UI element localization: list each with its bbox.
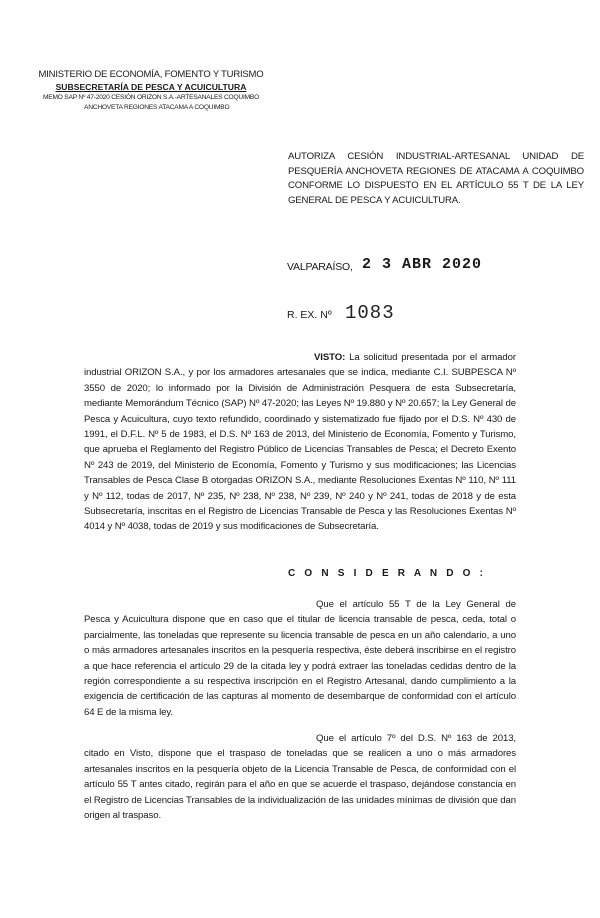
considerando-paragraph-1 [84,597,516,720]
considerando-text-2: Que el artículo 7º del D.S. Nº 163 de 2013, citado en Visto, dispone que el traspaso de toneladas que se realicen a uno o más armadores artesanales inscritos en la pesquería objeto de la Licencia Transable de Pesca, de conformidad con el artículo 55 T antes citado, regirán para el año en que se acuerde el traspaso, dejándose constancia en el Registro de Licencias Transables de la individualización de las unidades mínimas de división que dan origen al traspaso. [84,733,516,822]
visto-paragraph [84,350,516,535]
visto-label: VISTO: [314,352,346,363]
memo-reference-line-1: MEMO SAP Nº 47-2020 CESIÓN ORIZON S.A.-ARTESANALES COQUIMBO [42,94,260,101]
considerando-heading: C O N S I D E R A N D O : [288,568,487,579]
resolution-number-stamp: 1083 [345,302,395,324]
visto-text: La solicitud presentada por el armador industrial ORIZON S.A., y por los armadores artesanales que se indica, mediante C.I. SUBPESCA Nº 3550 de 2020; lo informado por la División de Administración Pesquera de esta Subsecretaría, mediante Memorándum Técnico (SAP) Nº 47-2020; las Leyes Nº 19.880 y Nº 20.657; la Ley General de Pesca y Acuicultura, cuyo texto refundido, coordinado y sistematizado fue fijado por el D.S. Nº 430 de 1991, el D.F.L. Nº 5 de 1983, el D.S. Nº 163 de 2013, del Ministerio de Economía, Fomento y Turismo, que aprueba el Reglamento del Registro Público de Licencias Transables de Pesca; el Decreto Exento Nº 243 de 2019, del Ministerio de Economía, Fomento y Turismo y sus modificaciones; las Licencias Transables de Pesca Clase B otorgadas ORIZON S.A., mediante Resoluciones Exentas Nº 110, Nº 111 y Nº 112, todas de 2017, Nº 235, Nº 238, Nº 238, Nº 239, Nº 240 y Nº 241, todas de 2018 y de esta Subsecretaría, inscritas en el Registro de Licencias Transable de Pesca y las Resoluciones Exentas Nº 4014 y Nº 4038, todas de 2019 y sus modificaciones de Subsecretaría. [84,352,516,533]
ministry-name: MINISTERIO DE ECONOMÍA, FOMENTO Y TURISMO [38,69,264,80]
considerando-text-1: Que el artículo 55 T de la Ley General de Pesca y Acuicultura dispone que en caso que el titular de licencia transable de pesca, ceda, total o parcialmente, las toneladas que represente su licencia transable de pesca en un año calendario, a uno o más armadores artesanales inscritos en la pesquería respectiva, éste deberá inscribirse en el registro a que hace referencia el artículo 29 de la citada ley y podrá extraer las toneladas cedidas dentro de la región correspondiente a su respectiva inscripción en el Registro Artesanal, dando cumplimiento a la exigencia de certificación de las capturas al momento de desembarque de conformidad con el artículo 64 E de la misma ley. [84,599,516,718]
place-label: VALPARAÍSO, [287,261,353,273]
resolution-subject: AUTORIZA CESIÓN INDUSTRIAL-ARTESANAL UNIDAD DE PESQUERÍA ANCHOVETA REGIONES DE ATACAMA A COQUIMBO CONFORME LO DISPUESTO EN EL ARTÍCULO 55 T DE LA LEY GENERAL DE PESCA Y ACUICULTURA. [288,151,584,206]
letterhead [20,68,282,113]
considerando-paragraph-2 [84,731,516,823]
resolution-label: R. EX. Nº [287,309,332,321]
date-stamp: 2 3 ABR 2020 [362,256,483,273]
memo-reference-line-2: ANCHOVETA REGIONES ATACAMA A COQUIMBO [84,104,230,111]
undersecretary-name: SUBSECRETARÍA DE PESCA Y ACUICULTURA [55,82,247,92]
